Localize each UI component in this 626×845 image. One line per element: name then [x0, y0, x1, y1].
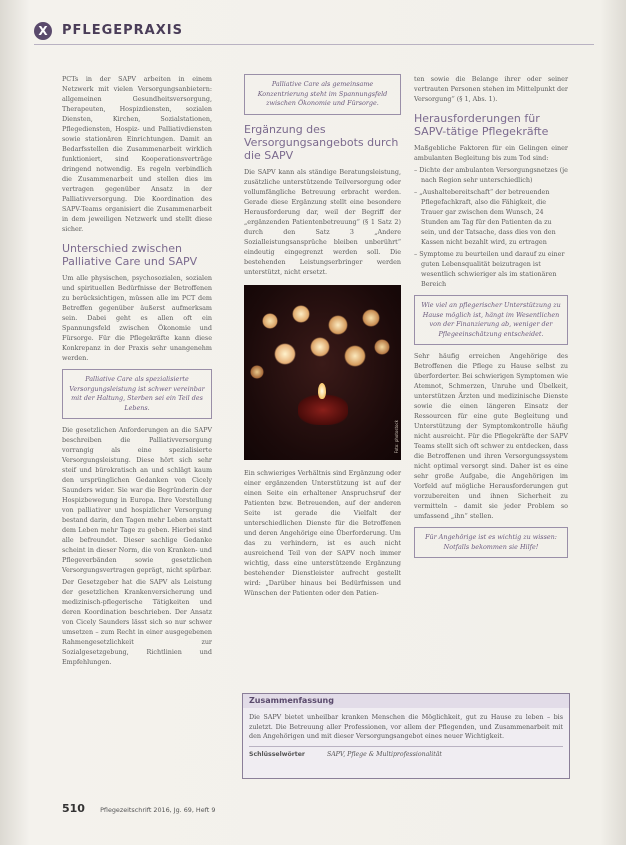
keywords-label: Schlüsselwörter	[249, 750, 305, 758]
list-item: – Dichte der ambulanten Versorgungsnetzes (je nach Region sehr unterschiedlich)	[414, 166, 568, 184]
paragraph: Um alle physischen, psychosozialen, sozialen und spirituellen Bedürfnisse der Betroffenen zu berücksichtigen, müssen alle im PCT dem Betreffen gegenüber äußerst aufmerksam sein. Dabei geht es allen oft ein Spannungsfeld zwischen Ökonomie und Fürsorge. Für die Pflegekräfte kann diese Konkrepanz in der Praxis sehr unangenehm werden.	[62, 274, 212, 362]
column-1	[62, 74, 212, 669]
column-2	[244, 74, 401, 600]
pull-quote: Wie viel an pflegerischer Unterstützung zu Hause möglich ist, hängt im Wesentlichen von der Finanzierung ab, weniger der Pflegeeinschätzung entscheidet.	[414, 295, 568, 345]
heading-ergaenzung: Ergänzung des Versorgungsangebots durch die SAPV	[244, 122, 399, 162]
paragraph: Der Gesetzgeber hat die SAPV als Leistung der gesetzlichen Krankenversicherung und medizinisch-pflegerische Tätigkeiten und deren Koordination beschrieben. Der Ansatz von Cicely Saunders lässt sich so nur schwer umsetzen – zum Recht in einer ausgegebenen Rahmengesetzlichkeit zur Sozialgesetzgebung, Richtlinien und Empfehlungen.	[62, 578, 212, 666]
intro-paragraph: PCTs in der SAPV arbeiten in einem Netzwerk mit vielen Versorgungsanbietern: allgemeinen Gesundheitsversorgung, Therapeuten, Hospizdiensten, sozialen Diensten, Kirchen, Sozialstationen, Pflegediensten, Hospiz- und Palliativdiensten sowie stationären Einrichtungen. Damit an Bedarfsstellen die Zusammenarbeit wirklich funktioniert, sind Kooperationsverträge dringend notwendig. Es regeln verbindlich die Zusammenarbeit und stellen dies im vertragen gegenüber Ansatz in der Palliativversorgung. Die Koordination des SAPV-Teams organisiert die Zusammenarbeit in dem jeweiligen Netzwerk und stellt diese sicher.	[62, 75, 212, 233]
paragraph: Sehr häufig erreichen Angehörige des Betroffenen die Pflege zu Hause selbst zu überforderter. Bei schwierigen Symptomen wie Atemnot, Schmerzen, Unruhe und Übelkeit, unterstützen Ärzten und medizinische Dienste sowie die einen längeren Einsatz der Ressourcen für eine gute Begleitung und Unterstützung der Symptomkontrolle häufig nicht ausreicht. Für die Pflegekräfte der SAPV Teams stellt sich oft schwer zu entdecken, dass die Betroffenen und ihren Versorgungssystem nicht optimal versorgt sind. Daher ist es eine sehr große Aufgabe, die Angehörigen im Vorfeld auf mögliche Herausforderungen gut vorzubereiten und ihnen Sicherheit zu vermitteln – damit sie jeder Problem so umfassend „ihn“ stellen.	[414, 352, 568, 520]
pull-quote: Für Angehörige ist es wichtig zu wissen: Notfalls bekommen sie Hilfe!	[414, 527, 568, 558]
paragraph: Maßgebliche Faktoren für ein Gelingen einer ambulanten Begleitung bis zum Tod sind:	[414, 144, 568, 162]
keywords-row	[249, 746, 563, 758]
summary-heading: Zusammenfassung	[243, 694, 569, 708]
keywords-value: SAPV, Pflege & Multiprofessionalität	[326, 750, 442, 758]
paragraph: Ein schwieriges Verhältnis sind Ergänzung oder einer ergänzenden Unterstützung ist auf der einen Seite ein erhaltener Anspruchsruf der Patienten bzw. Betreuenden, auf der anderen Seite ist gerade die Vielfalt der unterschiedlichen Dienste für die Betroffenen und deren Angehörige eine Überforderung. Um das zu verhindern, ist es auch nicht ausreichend Teil von der SAPV noch immer wichtig, dass eine unterstützende Ergänzung bestehender Dienstleister aufrecht gestellt wird: „Darüber hinaus bei Bedürfnissen und Wünschen der Patienten oder den Patien-	[244, 468, 401, 597]
paragraph: ten sowie die Belange ihrer oder seiner vertrauten Personen stehen im Mittelpunkt der Versorgung“ (§ 1, Abs. 1).	[414, 75, 568, 103]
section-title: PFLEGEPRAXIS	[62, 23, 183, 38]
heading-herausforderungen: Herausforderungen für SAPV-tätige Pflegekräfte	[414, 112, 549, 138]
pull-quote: Palliative Care als gemeinsame Konzentrierung steht im Spannungsfeld zwischen Ökonomie und Fürsorge.	[244, 74, 401, 115]
pull-quote: Palliative Care als spezialisierte Versorgungsleistung ist schwer vereinbar mit der Haltung, Sterben sei ein Teil des Lebens.	[62, 369, 212, 419]
section-badge-icon: X	[34, 22, 52, 40]
candles-photo	[244, 285, 401, 460]
header-divider	[34, 44, 594, 45]
list-item: – Symptome zu beurteilen und darauf zu einer guten Lebensqualität beizutragen ist wesentlich schwieriger als im stationären Bereich	[414, 250, 565, 288]
summary-box	[242, 693, 570, 779]
photo-credit: Foto: photostock	[394, 420, 399, 454]
factor-list	[414, 165, 568, 289]
page-number: 510	[62, 802, 85, 815]
summary-text: Die SAPV bietet unheilbar kranken Menschen die Möglichkeit, gut zu Hause zu leben – bis zuletzt. Die Betreuung aller Professionen, vor allem der Pflegenden, und Zusammenarbeit mit den Angehörigen und mit dieser Versorgungsangebot eines neuer Wichtigkeit.	[249, 713, 563, 741]
paragraph: Die gesetzlichen Anforderungen an die SAPV beschreiben die Palliativversorgung vorrangig als eine spezialisierte Versorgungsleistung. Diese hört sich sehr steif und bürokratisch an und schlägt kaum den ursprünglichen Gedanken von Cicely Saunders wider. Sie war die Begründerin der Hospizbewegung in Europa. Ihre Vorstellung von palliativer und hospizlicher Versorgung bestand darin, den Tagen mehr Leben anstatt dem Leben mehr Tage zu geben. Hierbei sind alle befreundet. Dieser sachlige Gedanke scheint in dieser Norm, die von Kranken- und Pflegeverbänden sowie gesetzlichen Versorgungsvertragen geprägt, nicht spürbar.	[62, 426, 212, 574]
page-header	[34, 20, 594, 46]
paragraph: Die SAPV kann als ständige Beratungsleistung, zusätzliche unterstützende Teilversorgung oder vollumfängliche Betreuung erbracht werden. Gerade diese Ergänzung stellt eine besondere Herausforderung dar, weil der Begriff der „ergänzenden Patientenbetreuung“ (§ 1 Satz 2) durch den Satz 3 „Andere Sozialleistungsansprüche bleiben unberührt“ eindeutig eingegrenzt werden soll. Die bestehenden Leistungserbringer werden unterstützt, nicht ersetzt.	[244, 167, 401, 276]
journal-citation: Pflegezeitschrift 2016, Jg. 69, Heft 9	[100, 806, 216, 814]
page-footer	[62, 797, 562, 816]
heading-unterschied: Unterschied zwischen Palliative Care und SAPV	[62, 242, 198, 268]
column-3	[414, 74, 568, 564]
list-item: – „Aushaltebereitschaft“ der betreuenden Pflegefachkraft, also die Fähigkeit, die Trauer gar zwischen dem Wunsch, 24 Stunden am Tag für den Patienten da zu sein, und der Tatsache, dass dies von den Kassen nicht bezahlt wird, zu ertragen	[414, 188, 556, 246]
